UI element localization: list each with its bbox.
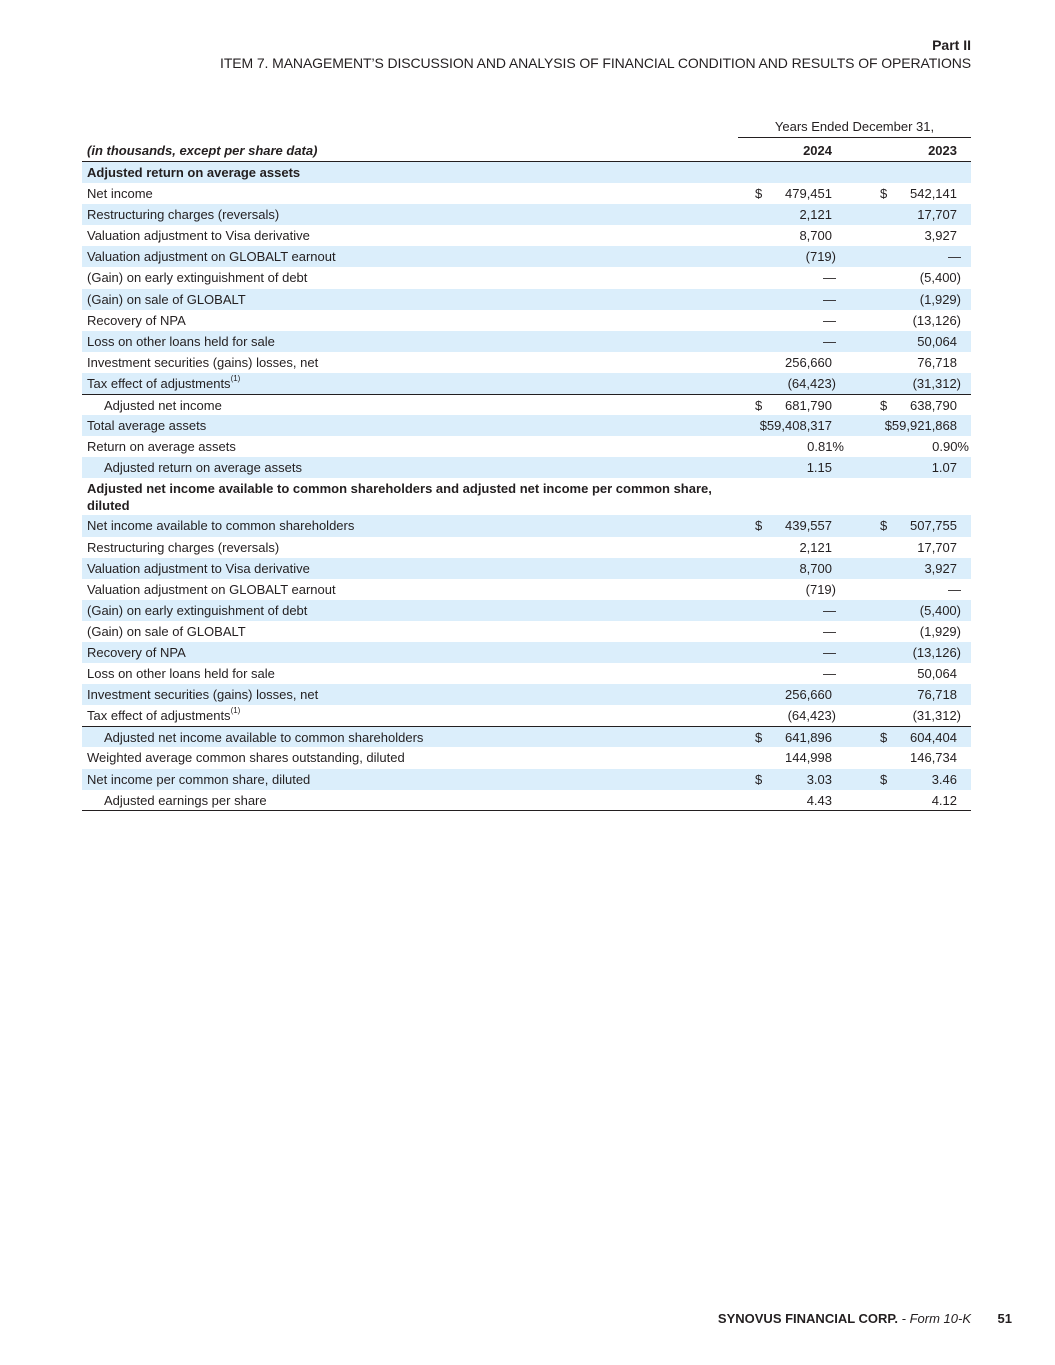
subtotal-row <box>82 726 971 747</box>
value-2023: 604,404 <box>910 730 957 746</box>
currency-symbol: $ <box>755 186 763 202</box>
row-label: Restructuring charges (reversals) <box>87 207 280 223</box>
page-number: 51 <box>997 1311 1012 1326</box>
value-2024: (719) <box>805 249 836 265</box>
row-label: Investment securities (gains) losses, net <box>87 687 319 703</box>
table-row <box>82 310 971 331</box>
row-label: Valuation adjustment on GLOBALT earnout <box>87 581 336 597</box>
section-title: Adjusted return on average assets <box>87 165 301 180</box>
value-2023: 4.12 <box>931 792 957 808</box>
currency-symbol: $ <box>755 730 763 746</box>
value-2023: $59,921,868 <box>884 418 957 434</box>
row-label: Restructuring charges (reversals) <box>87 539 280 555</box>
table-row <box>82 769 971 790</box>
value-2023: 17,707 <box>917 539 957 555</box>
value-2024: 1.15 <box>806 460 832 476</box>
table-row <box>82 579 971 600</box>
row-label: Investment securities (gains) losses, net <box>87 354 319 370</box>
table-row <box>82 183 971 204</box>
value-2023: 1.07 <box>931 460 957 476</box>
value-2024: — <box>823 602 836 618</box>
value-2023: (31,312) <box>912 375 961 391</box>
part-heading: Part II <box>932 37 971 53</box>
value-2023: (13,126) <box>912 312 961 328</box>
row-label: Net income per common share, diluted <box>87 771 311 787</box>
value-2023: 3.46 <box>931 771 957 787</box>
company-name: SYNOVUS FINANCIAL CORP. <box>717 1311 899 1326</box>
years-rule <box>738 137 971 138</box>
item-heading: ITEM 7. MANAGEMENT’S DISCUSSION AND ANALYSIS OF FINANCIAL CONDITION AND RESULTS OF OPERATIONS <box>220 55 971 71</box>
table-row <box>82 352 971 373</box>
value-2024: 4.43 <box>806 792 832 808</box>
value-2023: (1,929) <box>919 623 961 639</box>
row-label: (Gain) on sale of GLOBALT <box>87 623 246 639</box>
value-2023: (31,312) <box>912 708 961 724</box>
table-row <box>82 331 971 352</box>
value-2023: 0.90% <box>932 439 969 455</box>
currency-symbol: $ <box>880 186 888 202</box>
value-2024: 8,700 <box>799 560 832 576</box>
row-label: Recovery of NPA <box>87 312 186 328</box>
years-ended-label: Years Ended December 31, <box>774 119 935 134</box>
value-2024: 3.03 <box>806 771 832 787</box>
row-label: Valuation adjustment to Visa derivative <box>87 560 310 576</box>
table-row <box>82 204 971 225</box>
value-2024: — <box>823 666 836 682</box>
currency-symbol: $ <box>880 518 888 534</box>
value-2024: 2,121 <box>799 207 832 223</box>
row-label: Adjusted net income available to common shareholders <box>104 730 424 746</box>
table-row <box>82 663 971 684</box>
table-row <box>82 246 971 267</box>
footnote-marker: (1) <box>230 706 241 716</box>
year-2024-header: 2024 <box>803 143 832 158</box>
page-footer <box>718 1311 971 1326</box>
currency-symbol: $ <box>755 398 763 414</box>
value-2023: 76,718 <box>917 354 957 370</box>
value-2023: 638,790 <box>910 398 957 414</box>
table-row <box>82 267 971 288</box>
form-name: - Form 10-K <box>898 1311 971 1326</box>
table-row <box>82 558 971 579</box>
value-2023: 3,927 <box>924 560 957 576</box>
value-2023: 507,755 <box>910 518 957 534</box>
currency-symbol: $ <box>880 771 888 787</box>
row-label: Net income available to common shareholders <box>87 518 355 534</box>
table-row <box>82 225 971 246</box>
table-row <box>82 642 971 663</box>
units-label: (in thousands, except per share data) <box>87 143 318 158</box>
value-2024: 2,121 <box>799 539 832 555</box>
value-2023: (5,400) <box>919 270 961 286</box>
row-label: Weighted average common shares outstanding, diluted <box>87 750 405 766</box>
table-row <box>82 600 971 621</box>
table-row <box>82 515 971 536</box>
row-label: Tax effect of adjustments$^{(1)}$ <box>87 706 241 724</box>
value-2024: 0.81% <box>807 439 844 455</box>
value-2023: — <box>948 249 961 265</box>
value-2023: 542,141 <box>910 186 957 202</box>
row-label: Total average assets <box>87 418 207 434</box>
value-2024: $59,408,317 <box>759 418 832 434</box>
value-2023: 3,927 <box>924 228 957 244</box>
value-2024: 256,660 <box>785 687 832 703</box>
value-2024: 439,557 <box>785 518 832 534</box>
value-2024: — <box>823 623 836 639</box>
footnote-marker: (1) <box>230 373 241 383</box>
value-2023: (13,126) <box>912 644 961 660</box>
year-2023-header: 2023 <box>928 143 957 158</box>
table-row <box>82 373 971 394</box>
value-2024: — <box>823 312 836 328</box>
value-2023: 146,734 <box>910 750 957 766</box>
table-row <box>82 289 971 310</box>
value-2024: — <box>823 333 836 349</box>
value-2023: — <box>948 581 961 597</box>
table-row <box>82 415 971 436</box>
value-2024: 8,700 <box>799 228 832 244</box>
table-row <box>82 705 971 726</box>
table-row <box>82 457 971 478</box>
table-row <box>82 537 971 558</box>
value-2024: — <box>823 644 836 660</box>
value-2024: (719) <box>805 581 836 597</box>
value-2023: 17,707 <box>917 207 957 223</box>
value-2023: 50,064 <box>917 333 957 349</box>
section-heading <box>82 478 971 515</box>
section-heading <box>82 162 971 183</box>
value-2024: — <box>823 291 836 307</box>
value-2024: 681,790 <box>785 398 832 414</box>
table-row <box>82 790 971 811</box>
table-row <box>82 684 971 705</box>
currency-symbol: $ <box>880 398 888 414</box>
value-2023: 76,718 <box>917 687 957 703</box>
section-title: Adjusted net income available to common shareholders and adjusted net income per common share, diluted <box>87 481 712 514</box>
table-row <box>82 436 971 457</box>
value-2024: 479,451 <box>785 186 832 202</box>
table-row <box>82 747 971 768</box>
subtotal-row <box>82 394 971 415</box>
currency-symbol: $ <box>755 771 763 787</box>
value-2023: (5,400) <box>919 602 961 618</box>
row-label: Adjusted net income <box>104 398 222 414</box>
table-row <box>82 621 971 642</box>
row-label: (Gain) on sale of GLOBALT <box>87 291 246 307</box>
row-label: (Gain) on early extinguishment of debt <box>87 602 308 618</box>
value-2023: (1,929) <box>919 291 961 307</box>
column-header-row <box>82 139 971 162</box>
row-label: Recovery of NPA <box>87 644 186 660</box>
row-label: Return on average assets <box>87 439 236 455</box>
row-label: Tax effect of adjustments$^{(1)}$ <box>87 373 241 391</box>
row-label: Valuation adjustment to Visa derivative <box>87 228 310 244</box>
row-label: Adjusted return on average assets <box>104 460 303 476</box>
row-label: (Gain) on early extinguishment of debt <box>87 270 308 286</box>
non-gaap-reconciliation-table <box>82 117 971 811</box>
value-2024: 641,896 <box>785 730 832 746</box>
row-label: Adjusted earnings per share <box>104 792 267 808</box>
value-2024: 256,660 <box>785 354 832 370</box>
row-label: Valuation adjustment on GLOBALT earnout <box>87 249 336 265</box>
currency-symbol: $ <box>755 518 763 534</box>
value-2023: 50,064 <box>917 666 957 682</box>
value-2024: 144,998 <box>785 750 832 766</box>
currency-symbol: $ <box>880 730 888 746</box>
row-label: Loss on other loans held for sale <box>87 666 275 682</box>
value-2024: (64,423) <box>787 375 836 391</box>
row-label: Net income <box>87 186 153 202</box>
value-2024: (64,423) <box>787 708 836 724</box>
years-header <box>82 117 971 139</box>
row-label: Loss on other loans held for sale <box>87 333 275 349</box>
value-2024: — <box>823 270 836 286</box>
